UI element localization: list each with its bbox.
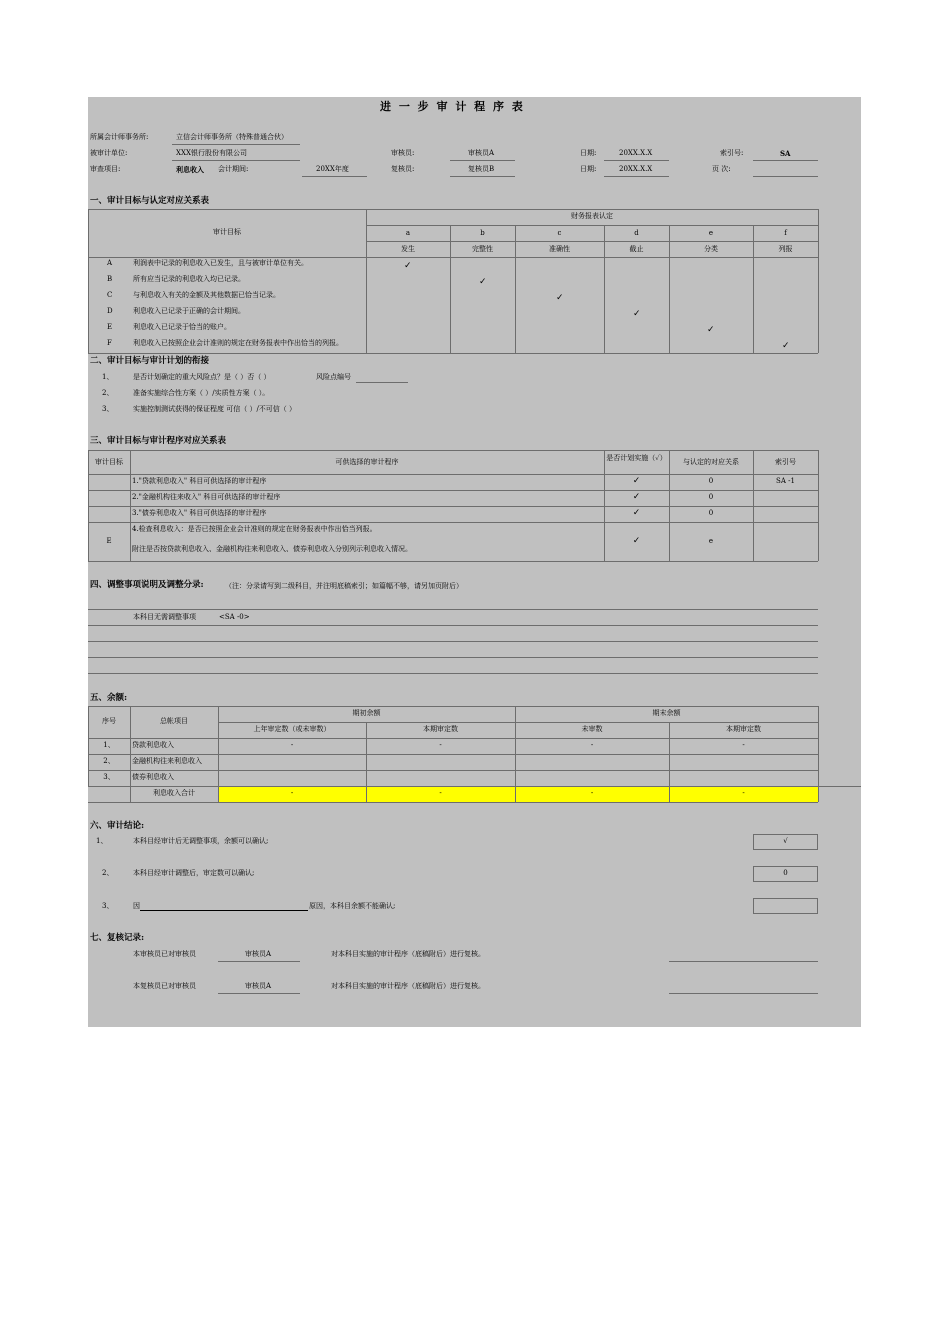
col-no: 序号 <box>102 717 116 725</box>
procedure-text: 1."贷款利息收入" 科目可供选择的审计程序 <box>132 477 267 485</box>
col-relation: 与认定的对应关系 <box>683 458 739 466</box>
objective-code: B <box>107 275 113 283</box>
section4-title: 四、调整事项说明及调整分录: <box>90 580 204 590</box>
page-label: 页 次: <box>712 165 731 173</box>
col-opening: 期初余额 <box>352 709 381 717</box>
objective-text: 利息收入已按照企业会计准则的规定在财务报表中作出恰当的列报。 <box>133 339 343 347</box>
col-planned: 是否计划实施（✓） <box>606 454 667 462</box>
recheck-text-pre: 本复核员已对审核员 <box>133 982 196 990</box>
plan-item-text: 是否计划确定的重大风险点？是（ ）否（ ） <box>133 373 271 381</box>
conclusion-text-pre: 因 <box>133 902 140 910</box>
risk-point-label: 风险点编号 <box>316 373 351 381</box>
col-prior-audited: 上年审定数（或未审数） <box>253 725 331 733</box>
row-value: - <box>290 741 294 749</box>
col-item: 总帐项目 <box>160 717 188 725</box>
check-mark: ✓ <box>633 309 641 319</box>
procedure-text: 4.检查利息收入：是否已按照企业会计准则的规定在财务报表中作出恰当列报。 <box>132 525 377 533</box>
check-mark: ✓ <box>782 341 790 351</box>
section1-title: 一、审计目标与认定对应关系表 <box>90 196 210 206</box>
rechecker-value: 复核员B <box>468 165 495 173</box>
objective-text: 与利息收入有关的金额及其他数据已恰当记录。 <box>133 291 280 299</box>
assertion-presentation: 列报 <box>778 245 793 253</box>
review-text-pre: 本审核员已对审核员 <box>133 950 196 958</box>
reviewer-value: 审核员A <box>468 149 495 157</box>
review-name: 审核员A <box>245 950 272 958</box>
objective-text: 所有应当记录的利息收入均已记录。 <box>133 275 245 283</box>
total-value: - <box>290 789 294 797</box>
letter-b: b <box>480 229 485 237</box>
reviewer-label: 审核员: <box>391 149 415 157</box>
assertion-completeness: 完整性 <box>472 245 493 253</box>
period-value: 20XX年度 <box>316 165 349 173</box>
recheck-text-post: 对本科目实施的审计程序（底稿附后）进行复核。 <box>331 982 485 990</box>
objectives-header: 审计目标 <box>213 228 241 236</box>
section2-title: 二、审计目标与审计计划的衔接 <box>90 356 210 366</box>
objective-code: A <box>107 259 113 267</box>
index-label: 索引号: <box>720 149 744 157</box>
conclusion-no: 2、 <box>102 869 114 877</box>
check-mark: ✓ <box>707 325 715 335</box>
objective-code: F <box>107 339 112 347</box>
plan-item-text: 准备实施综合性方案（ ）/实质性方案（ ）。 <box>133 389 270 397</box>
procedure-text: 2."金融机构往来收入" 科目可供选择的审计程序 <box>132 493 281 501</box>
row-value: - <box>742 741 745 749</box>
target-code: E <box>106 537 112 545</box>
firm-value: 立信会计师事务所（特殊普通合伙） <box>176 133 288 141</box>
assertion-cutoff: 截止 <box>629 245 644 253</box>
check-mark: ✓ <box>404 261 412 271</box>
col-current-audited-close: 本期审定数 <box>726 725 761 733</box>
col-unaudited: 未审数 <box>581 725 603 733</box>
date1-label: 日期: <box>580 149 597 157</box>
letter-d: d <box>634 229 639 237</box>
objective-code: D <box>107 307 113 315</box>
total-value: - <box>590 789 594 797</box>
conclusion-no: 1、 <box>96 837 108 845</box>
auditee-value: XXX银行股份有限公司 <box>176 149 247 157</box>
section4-note: （注：分录请写到二级科目，并注明底稿索引；如篇幅不够，请另加页附后） <box>225 582 463 590</box>
plan-item-text: 实施控制测试获得的保证程度 可信（ ）/不可信（ ） <box>133 405 297 413</box>
fs-assertions-header: 财务报表认定 <box>571 212 613 220</box>
relation-value: 0 <box>708 477 714 485</box>
adjustment-text: 本科目无需调整事项 <box>133 613 196 621</box>
period-label: 会计期间: <box>218 165 249 173</box>
total-item: 利息收入合计 <box>153 789 195 797</box>
col-closing: 期末余额 <box>652 709 681 717</box>
assertion-classification: 分类 <box>704 245 718 253</box>
letter-c: c <box>557 229 562 237</box>
conclusion-no: 3、 <box>102 902 114 910</box>
objective-text: 利息收入已记录于正确的会计期间。 <box>133 307 245 315</box>
conclusion-text: 本科目经审计后无调整事项，余额可以确认; <box>133 837 269 845</box>
adjustment-ref: <SA -0> <box>219 613 250 621</box>
conclusion-text: 本科目经审计调整后，审定数可以确认; <box>133 869 255 877</box>
row-item: 金融机构往来利息收入 <box>132 757 202 765</box>
section7-title: 七、复核记录: <box>90 933 145 943</box>
conclusion-text-post: 原因，本科目余额不能确认; <box>309 902 396 910</box>
conclusion-value: √ <box>783 837 788 845</box>
plan-item-no: 1、 <box>102 373 114 381</box>
review-text-post: 对本科目实施的审计程序（底稿附后）进行复核。 <box>331 950 485 958</box>
relation-value: e <box>708 537 714 545</box>
index-value: SA <box>780 149 791 158</box>
col-index: 索引号 <box>775 458 796 466</box>
assertion-accuracy: 准确性 <box>549 245 570 253</box>
conclusion-value: 0 <box>783 869 788 877</box>
planned-mark: ✓ <box>632 476 641 486</box>
row-item: 贷款利息收入 <box>132 741 174 749</box>
relation-value: 0 <box>708 509 714 517</box>
objective-code: C <box>107 291 113 299</box>
assertion-occurrence: 发生 <box>401 245 415 253</box>
planned-mark: ✓ <box>632 508 641 518</box>
row-no: 2、 <box>103 757 115 765</box>
row-value: - <box>590 741 594 749</box>
plan-item-no: 3、 <box>102 405 114 413</box>
row-item: 债券利息收入 <box>132 773 174 781</box>
firm-label: 所属会计师事务所: <box>90 133 149 141</box>
planned-mark: ✓ <box>632 536 641 546</box>
worksheet <box>88 97 861 1027</box>
letter-e: e <box>708 229 714 237</box>
col-target: 审计目标 <box>95 458 123 466</box>
objective-text: 利润表中记录的利息收入已发生，且与被审计单位有关。 <box>133 259 308 267</box>
total-value: - <box>742 789 745 797</box>
letter-a: a <box>405 229 411 237</box>
total-value: - <box>439 789 442 797</box>
page-title: 进 一 步 审 计 程 序 表 <box>380 100 525 113</box>
section3-title: 三、审计目标与审计程序对应关系表 <box>90 436 227 446</box>
plan-item-no: 2、 <box>102 389 114 397</box>
col-current-audited-open: 本期审定数 <box>423 725 458 733</box>
item-value: 利息收入 <box>176 165 204 174</box>
check-mark: ✓ <box>479 277 487 287</box>
recheck-name: 审核员A <box>245 982 272 990</box>
date2-label: 日期: <box>580 165 597 173</box>
section5-title: 五、余额: <box>90 693 128 703</box>
date2-value: 20XX.X.X <box>619 165 653 173</box>
procedure-text: 3."债券利息收入" 科目可供选择的审计程序 <box>132 509 267 517</box>
index-ref: SA -1 <box>776 477 795 485</box>
objective-code: E <box>107 323 113 331</box>
item-label: 审查项目: <box>90 165 121 173</box>
check-mark: ✓ <box>556 293 564 303</box>
letter-f: f <box>784 229 787 237</box>
procedure-text: 附注是否按贷款利息收入、金融机构往来利息收入、债券利息收入分别列示利息收入情况。 <box>132 545 412 553</box>
date1-value: 20XX.X.X <box>619 149 653 157</box>
planned-mark: ✓ <box>632 492 641 502</box>
row-value: - <box>439 741 442 749</box>
auditee-label: 被审计单位: <box>90 149 128 157</box>
row-no: 1、 <box>103 741 115 749</box>
relation-value: 0 <box>708 493 714 501</box>
section6-title: 六、审计结论: <box>90 821 145 831</box>
rechecker-label: 复核员: <box>391 165 415 173</box>
objective-text: 利息收入已记录于恰当的账户。 <box>133 323 231 331</box>
col-procedure: 可供选择的审计程序 <box>335 458 399 466</box>
row-no: 3、 <box>103 773 115 781</box>
